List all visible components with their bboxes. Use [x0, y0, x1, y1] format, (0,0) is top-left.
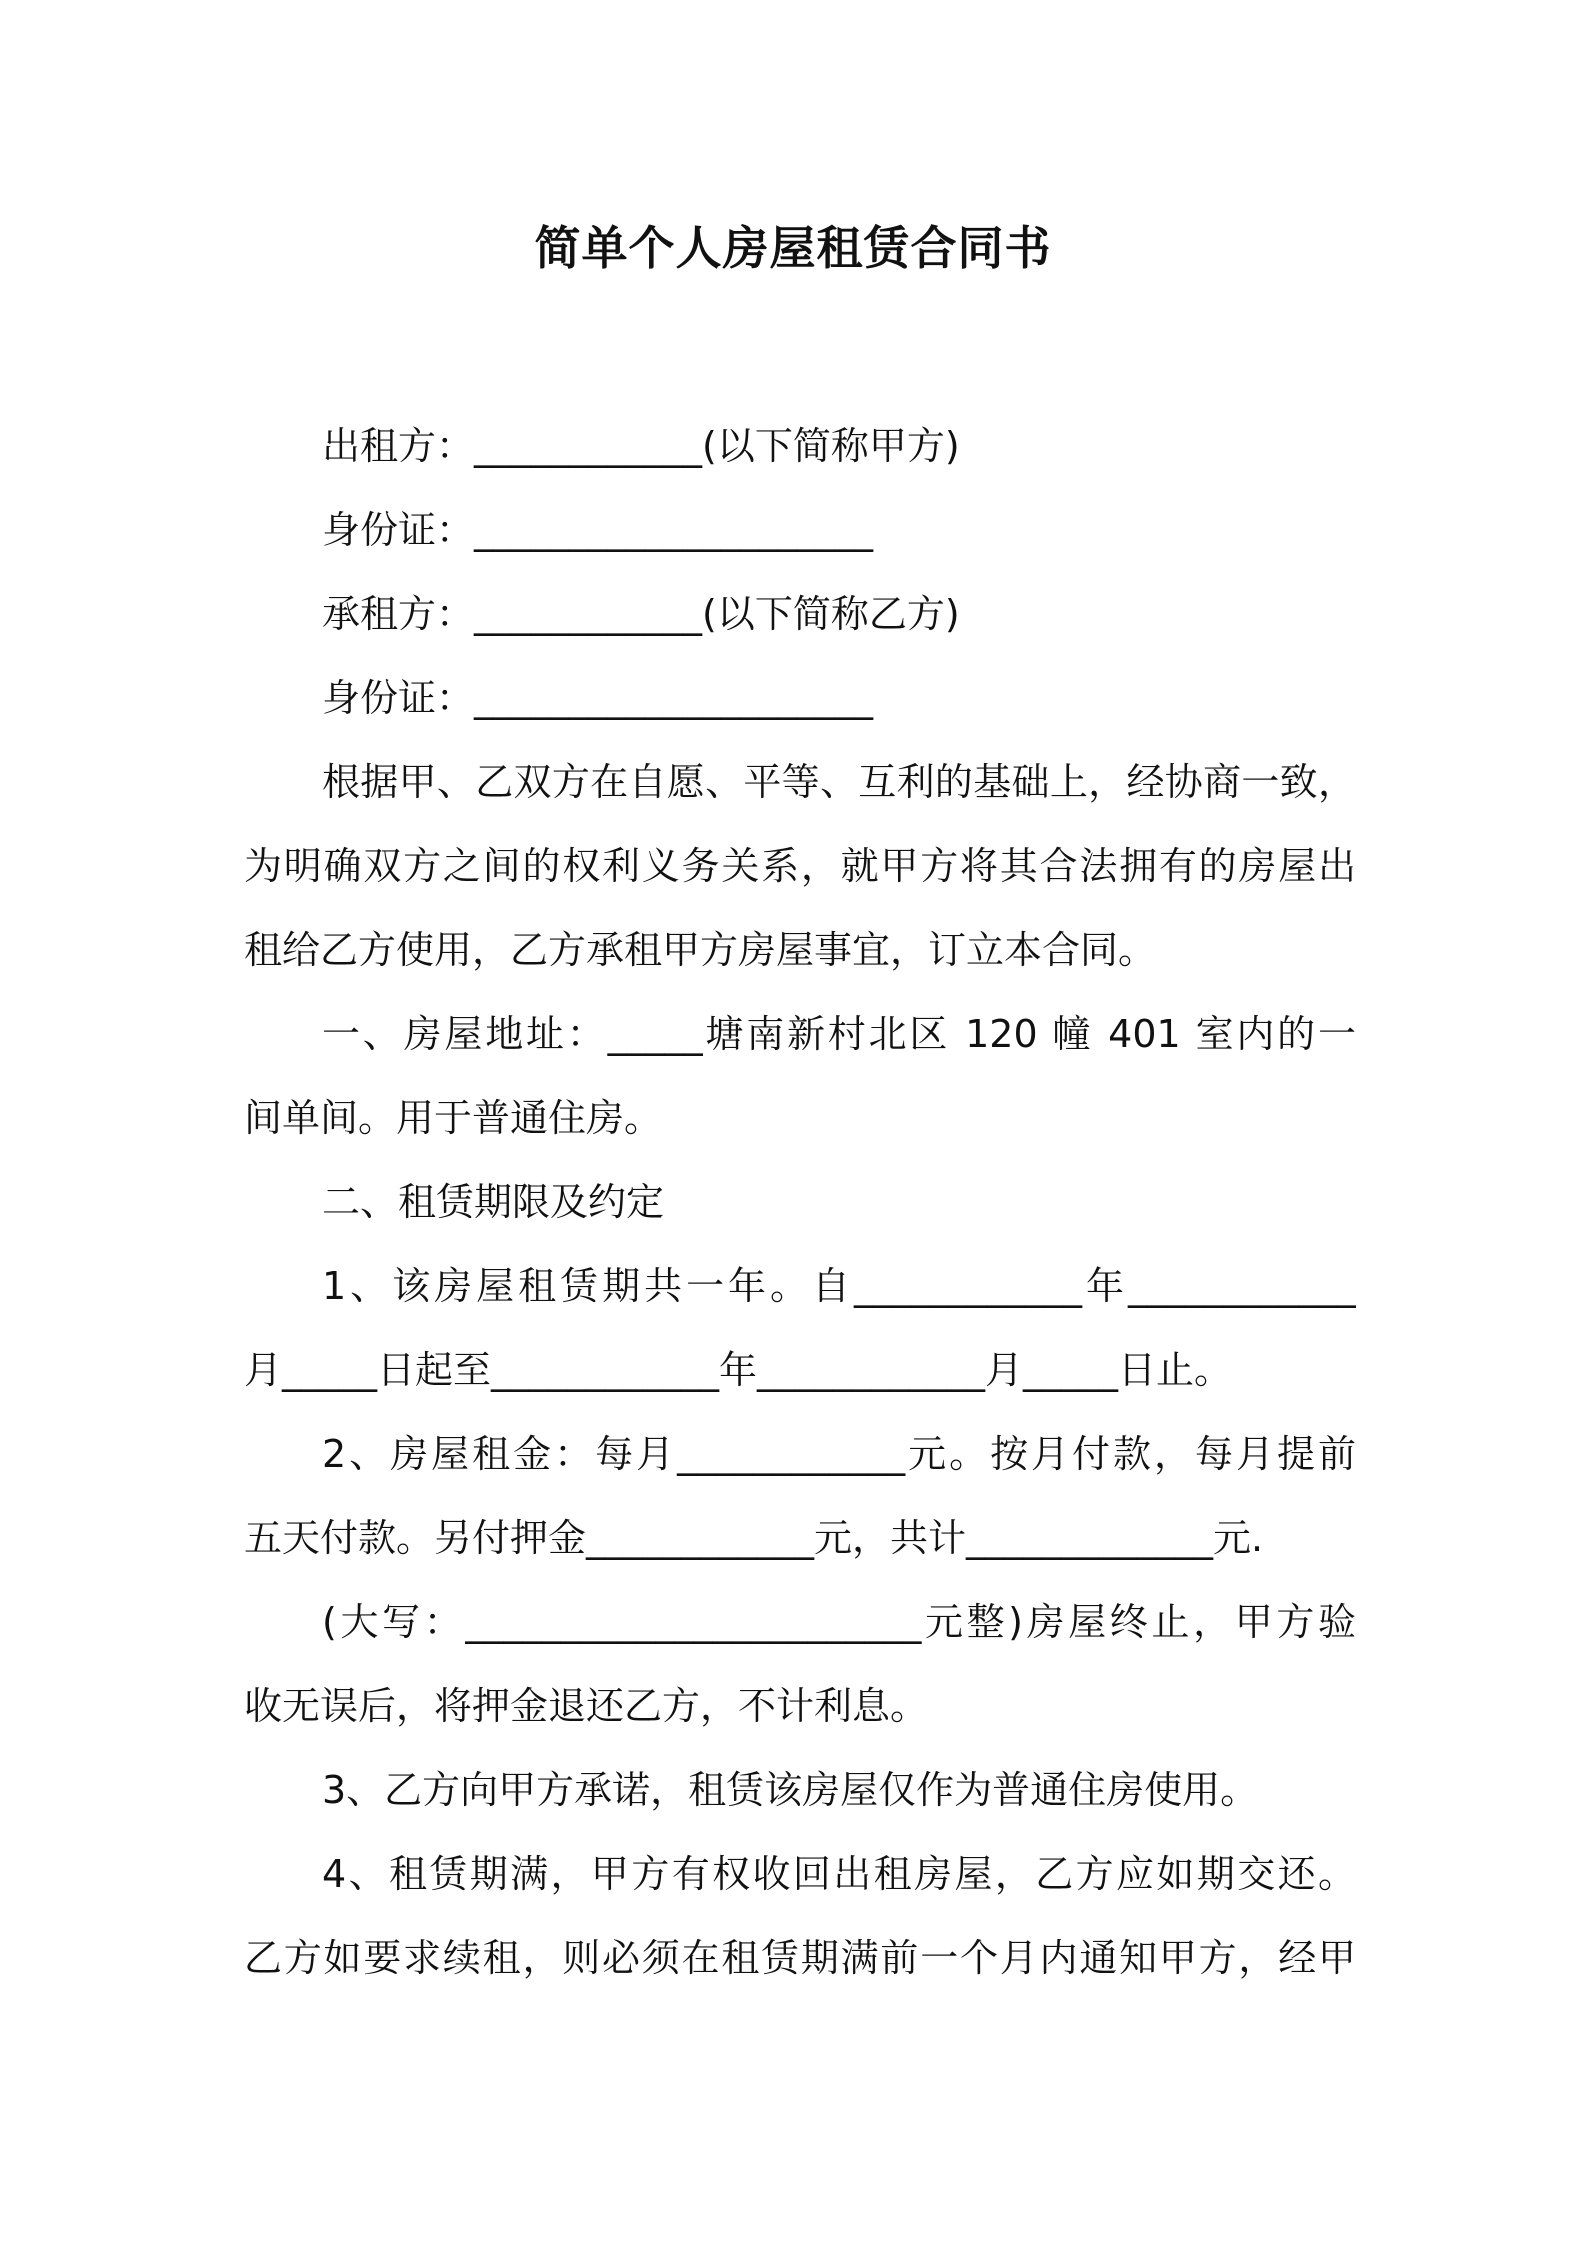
text-line-term-2: 月_____日起至____________年____________月_____日止。 [244, 1348, 1233, 1392]
text-line-address-1: 一、房屋地址：_____塘南新村北区 120 幢 401 室内的一 [322, 1012, 1356, 1056]
text-line-term-1: 1、该房屋租赁期共一年。自____________年____________ [322, 1264, 1356, 1308]
text-line-expiry-2: 乙方如要求续租，则必须在租赁期满前一个月内通知甲方，经甲 [244, 1936, 1356, 1980]
text-line-expiry-1: 4、租赁期满，甲方有权收回出租房屋，乙方应如期交还。 [322, 1852, 1356, 1896]
text-line-deposit-2: 收无误后，将押金退还乙方，不计利息。 [244, 1684, 929, 1728]
document-body [244, 404, 1356, 2000]
text-line-lessee: 承租方：____________(以下简称乙方) [322, 592, 960, 636]
text-line-usage: 3、乙方向甲方承诺，租赁该房屋仅作为普通住房使用。 [322, 1768, 1259, 1812]
text-line-address-2: 间单间。用于普通住房。 [244, 1096, 663, 1140]
text-line-preamble-2: 为明确双方之间的权利义务关系，就甲方将其合法拥有的房屋出 [244, 844, 1356, 888]
text-line-lessor-id: 身份证：_____________________ [322, 508, 874, 552]
document-title: 简单个人房屋租赁合同书 [534, 221, 1052, 275]
text-line-rent-2: 五天付款。另付押金____________元，共计_____________元. [244, 1516, 1264, 1560]
text-line-lessor: 出租方：____________(以下简称甲方) [322, 424, 960, 468]
text-line-preamble-3: 租给乙方使用，乙方承租甲方房屋事宜，订立本合同。 [244, 928, 1157, 972]
text-line-rent-1: 2、房屋租金：每月____________元。按月付款，每月提前 [322, 1432, 1356, 1476]
text-line-lessee-id: 身份证：_____________________ [322, 676, 874, 720]
section-heading-term: 二、租赁期限及约定 [322, 1180, 665, 1224]
text-line-deposit-1: (大写：________________________元整)房屋终止，甲方验 [322, 1600, 1356, 1644]
text-line-preamble-1: 根据甲、乙双方在自愿、平等、互利的基础上，经协商一致， [322, 760, 1356, 804]
